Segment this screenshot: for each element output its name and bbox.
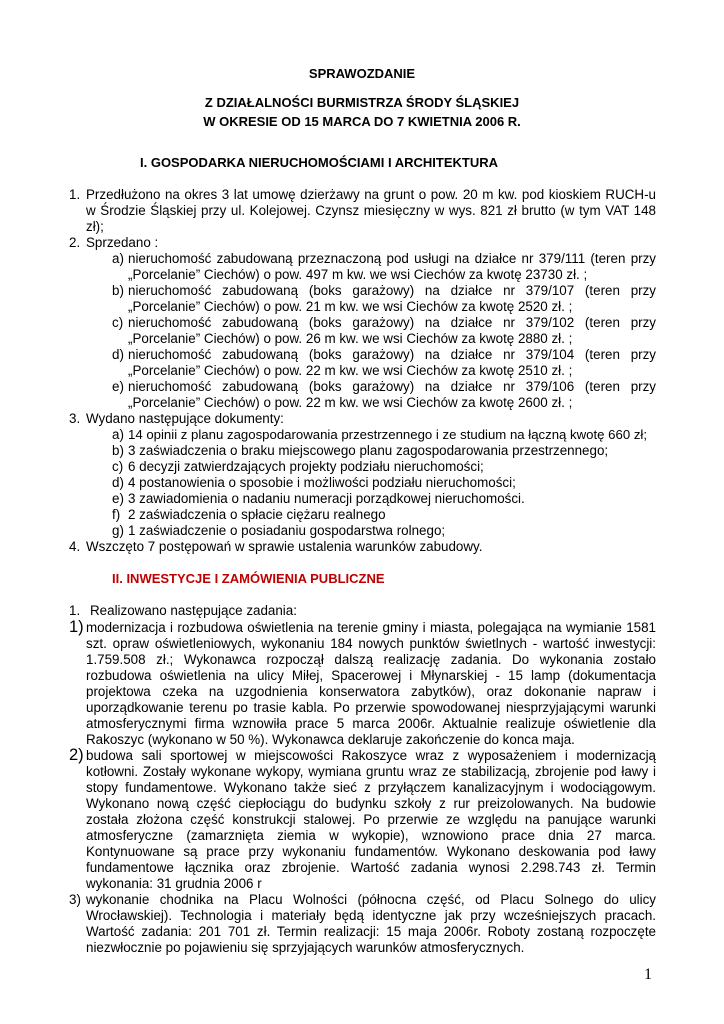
item4-text: Wszczęto 7 postępowań w sprawie ustalenia warunków zabudowy. [86,539,483,554]
item2d-line1: nieruchomość zabudowaną (boks garażowy) na działce nr 379/104 (teren przy [128,347,656,362]
task3-line4: niezwłocznie po pojawieniu się sprzyjających warunków atmosferycznych. [86,940,525,955]
task2-number: 2) [69,746,84,764]
item3c-letter: c) [112,459,124,474]
item2d-letter: d) [112,347,124,362]
item3b-letter: b) [112,443,124,458]
item3e-text: 3 zawiadomienia o nadaniu numeracji porządkowej nieruchomości. [128,491,525,506]
task3-number: 3) [69,892,81,907]
item3d-letter: d) [112,475,124,490]
item2a-line1: nieruchomość zabudowaną przeznaczoną pod usługi na działce nr 379/111 (teren przy [128,251,656,266]
item3e-letter: e) [112,491,124,506]
task2-line7: Kontynuowane są prace przy wykonaniu fundamentów. Wykonano deskowania pod ławy [86,844,656,859]
item1-line1: Przedłużono na okres 3 lat umowę dzierżawy na grunt o pow. 20 m kw. pod kioskiem RUCH-u [86,187,656,202]
task2-line9: wykonania: 31 grudnia 2006 r [86,876,262,891]
task2-line4: Wykonano nową część ciepłociągu do budynku szkoły z rur preizolowanych. Na budowie [86,796,656,811]
item3-number: 3. [69,411,81,426]
task2-line3: stopy fundamentowe. Wykonano także sieć z przyłączem kanalizacyjnym i wodociągowym. [86,780,656,795]
report-period: W OKRESIE OD 15 MARCA DO 7 KWIETNIA 2006 R. [203,114,521,129]
item3f-letter: f) [112,507,121,522]
item3b-text: 3 zaświadczenia o braku miejscowego planu zagospodarowania przestrzennego; [128,443,609,458]
section2-intro-text: Realizowano następujące zadania: [90,603,297,618]
task1-line1: modernizacja i rozbudowa oświetlenia na terenie gminy i miasta, polegająca na wymianie 1581 [86,620,656,635]
item3g-text: 1 zaświadczenie o posiadaniu gospodarstwa rolnego; [128,523,446,538]
section2-intro-number: 1. [69,603,81,618]
task3-line3: Wartość zadania: 201 701 zł. Termin realizacji: 15 maja 2006r. Roboty zostaną rozpoczęte [86,924,656,939]
task1-line8: Rakoszyc (wykonano w 50 %). Wykonawca deklaruje zakończenie do konca maja. [86,732,575,747]
item3d-text: 4 postanowienia o sposobie i możliwości podziału nieruchomości; [128,475,516,490]
task1-line6: uporządkowanie terenu po trasie kabla. Po przerwie spowodowanej niesprzyjającymi warunki [86,700,656,715]
item2e-line2: „Porcelanie” Ciechów) o pow. 22 m kw. we wsi Ciechów za kwotę 2600 zł. ; [128,395,573,410]
item3c-text: 6 decyzji zatwierdzających projekty podziału nieruchomości; [128,459,484,474]
item3a-letter: a) [112,427,124,442]
task1-line4: rozbudowa oświetlenia na ulicy Miłej, Spacerowej i Młynarskiej - 15 lamp (dokumentacja [86,668,656,683]
item3a-text: 14 opinii z planu zagospodarowania przestrzennego i ze studium na łączną kwotę 660 zł; [128,427,648,442]
task2-line5: została złożona część konstrukcji stalowej. Po przerwie ze względu na panujące warunki [86,812,656,827]
item1-number: 1. [69,187,81,202]
item2a-letter: a) [112,251,124,266]
item3-label: Wydano następujące dokumenty: [86,411,284,426]
report-title: SPRAWOZDANIE [308,66,416,81]
task1-number: 1) [69,618,84,636]
item2-number: 2. [69,235,81,250]
item2c-line2: „Porcelanie” Ciechów) o pow. 26 m kw. we wsi Ciechów za kwotę 2880 zł. ; [128,331,573,346]
section1-heading: I. GOSPODARKA NIERUCHOMOŚCIAMI I ARCHITEKTURA [140,155,498,170]
task2-line1: budowa sali sportowej w miejscowości Rakoszyce wraz z wyposażeniem i modernizacją [86,748,656,763]
task3-line1: wykonanie chodnika na Placu Wolności (północna część, od Placu Solnego do ulicy [86,892,656,907]
page-number: 1 [644,966,652,983]
item3g-letter: g) [112,523,124,538]
report-subtitle: Z DZIAŁALNOŚCI BURMISTRZA ŚRODY ŚLĄSKIEJ [204,95,520,110]
item2b-letter: b) [112,283,124,298]
item4-number: 4. [69,539,81,554]
section2-heading: II. INWESTYCJE I ZAMÓWIENIA PUBLICZNE [112,571,385,586]
item1-line3: zł); [86,219,104,234]
task1-line5: projektowa czeka na uzgodnienia konserwatora zabytków), oraz dokonanie napraw i [86,684,656,699]
item2b-line1: nieruchomość zabudowaną (boks garażowy) na działce nr 379/107 (teren przy [128,283,656,298]
task2-line6: atmosferyczne (zamarznięta ziemia w wykopie), wznowiono prace dnia 27 marca. [86,828,656,843]
task1-line7: atmosferycznymi firma wznowiła prace 5 marca 2006r. Aktualnie realizuje oświetlenie dla [86,716,656,731]
item2a-line2: „Porcelanie” Ciechów) o pow. 497 m kw. we wsi Ciechów za kwotę 23730 zł. ; [128,267,588,282]
item2-label: Sprzedano : [86,235,159,250]
task3-line2: Wrocławskiej). Technologia i materiały będą identyczne jak przy wcześniejszych pracach. [86,908,656,923]
item1-line2: w Środzie Śląskiej przy ul. Kolejowej. Czynsz miesięczny w wys. 821 zł brutto (w tym VAT 148 [86,203,656,218]
task1-line2: szt. opraw oświetleniowych, wykonaniu 184 nowych punktów świetlnych - wartość inwestycji: [86,636,656,651]
item2b-line2: „Porcelanie” Ciechów) o pow. 21 m kw. we wsi Ciechów za kwotę 2520 zł. ; [128,299,573,314]
task1-line3: 1.759.508 zł.; Wykonawca rozpoczął dalszą realizację zadania. Do wykonania zostało [86,652,656,667]
item2c-letter: c) [112,315,124,330]
task2-line2: kotłowni. Zostały wykonane wykopy, wymiana gruntu wraz ze stabilizacją, zbrojenie pod ławy i [86,764,656,779]
item3f-text: 2 zaświadczenia o spłacie ciężaru realnego [128,507,386,522]
item2e-line1: nieruchomość zabudowaną (boks garażowy) na działce nr 379/106 (teren przy [128,379,656,394]
item2d-line2: „Porcelanie” Ciechów) o pow. 22 m kw. we wsi Ciechów za kwotę 2510 zł. ; [128,363,573,378]
item2e-letter: e) [112,379,124,394]
item2c-line1: nieruchomość zabudowaną (boks garażowy) na działce nr 379/102 (teren przy [128,315,656,330]
task2-line8: fundamentowe łącznika oraz zbrojenie. Wartość zadania wynosi 2.298.743 zł. Termin [86,860,656,875]
